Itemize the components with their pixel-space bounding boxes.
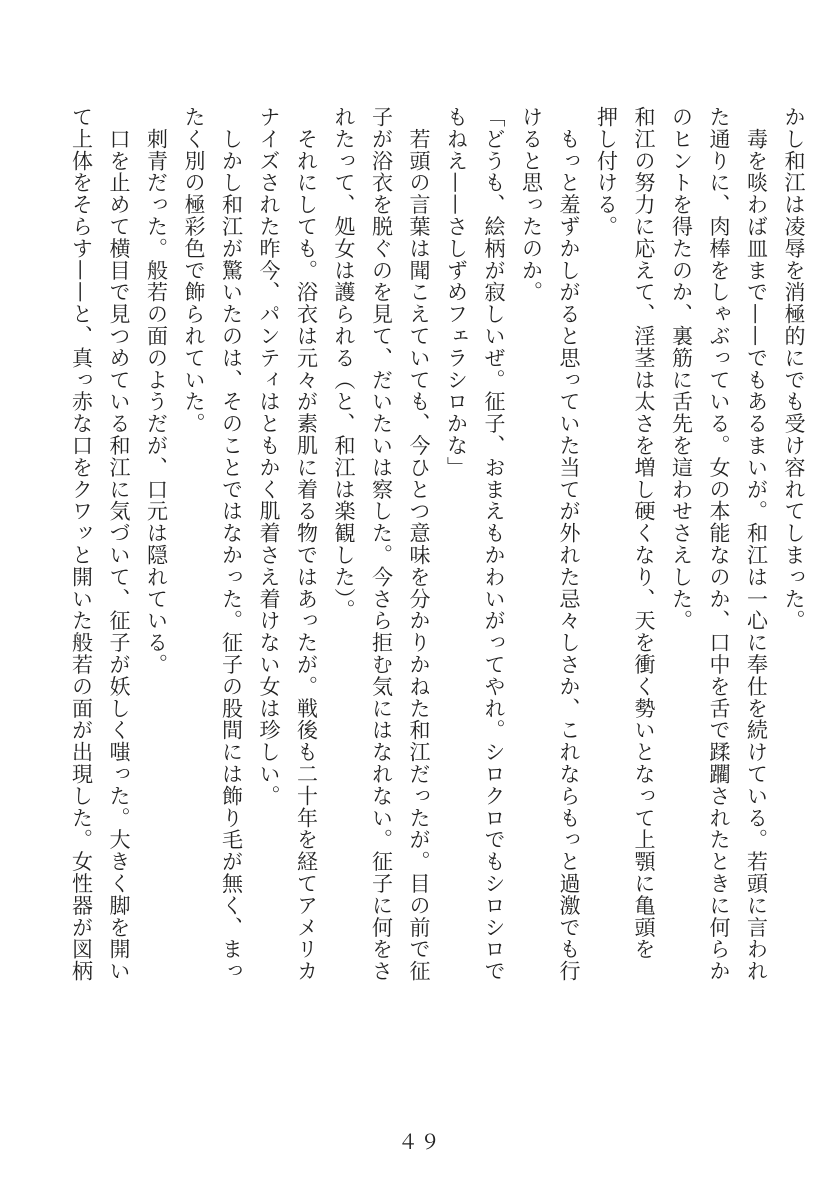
text-line: 和江の努力に応えて、淫茎は太さを増し硬くなり、天を衝く勢いとなって上顎に亀頭を: [632, 106, 656, 961]
text-line: 口を止めて横目で見つめている和江に気づいて、征子が妖しく嗤った。大きく脚を開い: [107, 106, 131, 982]
text-line: たく別の極彩色で飾られていた。: [182, 106, 206, 435]
text-line: 押し付ける。: [594, 106, 619, 238]
text-line: もっと羞ずかしがると思っていた当てが外れた忌々しさか、これならもっと過激でも行: [557, 106, 581, 982]
page-number: ４９: [398, 1130, 442, 1154]
text-line: 毒を啖わば皿まで——でもあるまいが。和江は一心に奉仕を続けている。若頭に言われ: [744, 106, 769, 982]
text-line: ナイズされた昨今、パンティはともかく肌着さえ着けない女は珍しい。: [257, 106, 281, 807]
text-line: 「どうも、絵柄が寂しいぜ。征子、おまえもかわいがってやれ。シロクロでもシロシロで: [482, 106, 506, 982]
vertical-text-body: [62, 106, 812, 996]
text-line: けると思ったのか。: [519, 106, 544, 304]
text-line: た通りに、肉棒をしゃぶっている。女の本能なのか、口中を舌で蹂躙されたときに何らか: [707, 106, 731, 982]
text-line: 若頭の言葉は聞こえていても、今ひとつ意味を分かりかねた和江だったが。目の前で征: [407, 106, 431, 982]
text-line: て上体をそらす——と、真っ赤な口をクワッと開いた般若の面が出現した。女性器が図柄: [69, 106, 94, 982]
text-line: 刺青だった。般若の面のようだが、口元は隠れている。: [144, 106, 169, 676]
text-line: それにしても。浴衣は元々が素肌に着る物ではあったが。戦後も二十年を経てアメリカ: [294, 106, 319, 982]
text-line: のヒントを得たのか、裏筋に舌先を這わせさえした。: [669, 106, 694, 632]
text-line: しかし和江が驚いたのは、そのことではなかった。征子の股間には飾り毛が無く、まっ: [219, 106, 244, 982]
text-line: れたって、処女は護られる（と、和江は楽観した）。: [332, 106, 356, 622]
text-line: かし和江は凌辱を消極的にでも受け容れてしまった。: [782, 106, 806, 632]
text-line: 子が浴衣を脱ぐのを見て、だいたいは察した。今さら拒む気にはなれない。征子に何をさ: [369, 106, 394, 982]
text-line: もねえ——さしずめフェラシロかな」: [444, 106, 469, 479]
